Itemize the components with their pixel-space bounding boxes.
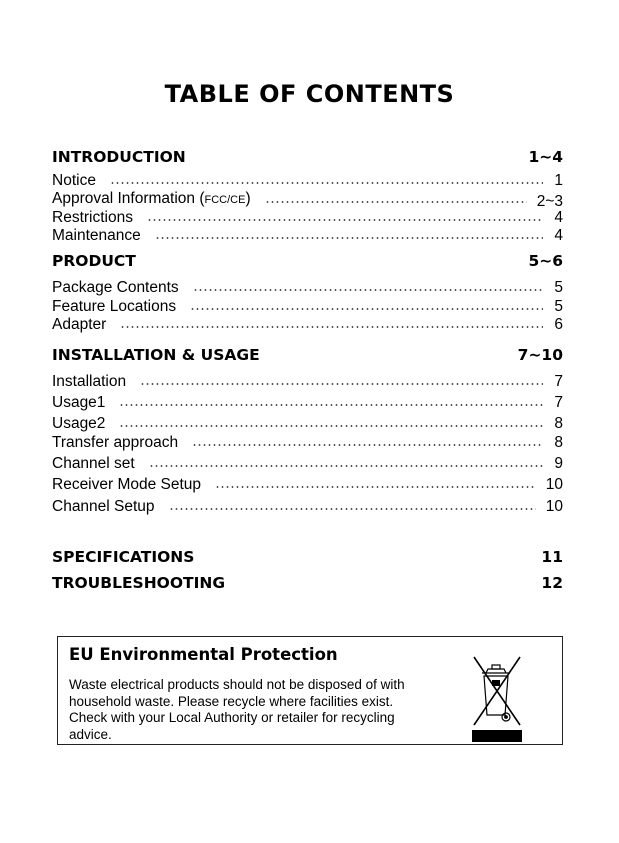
toc-entry-restrictions <box>52 209 563 227</box>
entry-page: 6 <box>554 316 563 333</box>
entry-label: Installation <box>52 373 127 390</box>
leader-dots <box>110 182 543 184</box>
entry-label: Notice <box>52 172 96 189</box>
toc-entry-maintenance <box>52 227 563 245</box>
section-pages: 1~4 <box>528 148 563 166</box>
toc-entry-feature-locations <box>52 298 563 316</box>
leader-dots <box>265 201 527 203</box>
entry-label: Restrictions <box>52 209 133 226</box>
section-pages: 7~10 <box>517 346 563 364</box>
eu-protection-box <box>57 636 563 745</box>
toc-entry-approval <box>52 191 563 209</box>
leader-dots <box>193 289 543 291</box>
toc-entry-package-contents <box>52 279 563 297</box>
eu-text-line: household waste. Please recycle where facilities exist. <box>69 693 394 709</box>
toc-entry-channel-setup <box>52 498 563 516</box>
eu-text-line: Waste electrical products should not be disposed of with <box>69 677 405 692</box>
toc-entry-usage2 <box>52 415 563 433</box>
toc-entry-channel-set <box>52 455 563 473</box>
leader-dots <box>140 383 543 385</box>
leader-dots <box>149 465 543 467</box>
entry-label: Transfer approach <box>52 434 179 451</box>
toc-entry-transfer-approach <box>52 434 563 452</box>
entry-label: Channel set <box>52 455 135 472</box>
toc-entry-usage1 <box>52 394 563 412</box>
leader-dots <box>190 308 543 310</box>
entry-page: 7 <box>554 394 563 411</box>
section-introduction <box>52 148 563 168</box>
entry-label: Usage1 <box>52 394 106 411</box>
section-troubleshooting <box>52 574 563 594</box>
entry-page: 9 <box>554 455 563 472</box>
entry-page: 5 <box>554 279 563 296</box>
eu-text-line: advice. <box>69 726 112 742</box>
entry-label: Receiver Mode Setup <box>52 476 202 493</box>
section-label: TROUBLESHOOTING <box>52 574 226 592</box>
section-label: SPECIFICATIONS <box>52 548 195 566</box>
section-installation-usage <box>52 346 563 366</box>
entry-page: 8 <box>554 415 563 432</box>
entry-page: 8 <box>554 434 563 451</box>
entry-label: Adapter <box>52 316 107 333</box>
entry-page: 1 <box>554 172 563 189</box>
eu-text-line: Check with your Local Authority or retailer for recycling <box>69 710 395 725</box>
section-pages: 12 <box>541 574 563 592</box>
leader-dots <box>192 444 543 446</box>
entry-page: 4 <box>554 209 563 226</box>
section-label: INSTALLATION & USAGE <box>52 346 260 364</box>
entry-label: Feature Locations <box>52 298 177 315</box>
section-specifications <box>52 548 563 568</box>
eu-title: EU Environmental Protection <box>69 645 338 664</box>
page-title: TABLE OF CONTENTS <box>164 80 455 108</box>
crossed-out-wheelie-bin-icon <box>466 651 526 743</box>
eu-body-text <box>69 677 449 743</box>
toc-entry-notice <box>52 172 563 190</box>
section-pages: 11 <box>541 548 563 566</box>
section-pages: 5~6 <box>528 252 563 270</box>
section-label: INTRODUCTION <box>52 148 186 166</box>
leader-dots <box>120 326 543 328</box>
entry-page: 5 <box>554 298 563 315</box>
entry-page: 2~3 <box>536 193 563 210</box>
leader-dots <box>119 425 543 427</box>
entry-page: 10 <box>545 476 563 493</box>
entry-label: Usage2 <box>52 415 106 432</box>
entry-label: Package Contents <box>52 279 179 296</box>
entry-page: 10 <box>545 498 563 515</box>
entry-label: Maintenance <box>52 227 141 244</box>
leader-dots <box>169 508 536 510</box>
toc-entry-receiver-mode-setup <box>52 476 563 494</box>
leader-dots <box>147 219 543 221</box>
entry-page: 4 <box>554 227 563 244</box>
toc-entry-adapter <box>52 316 563 334</box>
leader-dots <box>215 486 536 488</box>
section-label: PRODUCT <box>52 252 136 270</box>
leader-dots <box>119 404 543 406</box>
section-product <box>52 252 563 272</box>
entry-label: Channel Setup <box>52 498 155 515</box>
toc-entry-installation <box>52 373 563 391</box>
leader-dots <box>155 237 543 239</box>
entry-label: Approval Information (FCC/CE) <box>52 190 251 207</box>
entry-page: 7 <box>554 373 563 390</box>
